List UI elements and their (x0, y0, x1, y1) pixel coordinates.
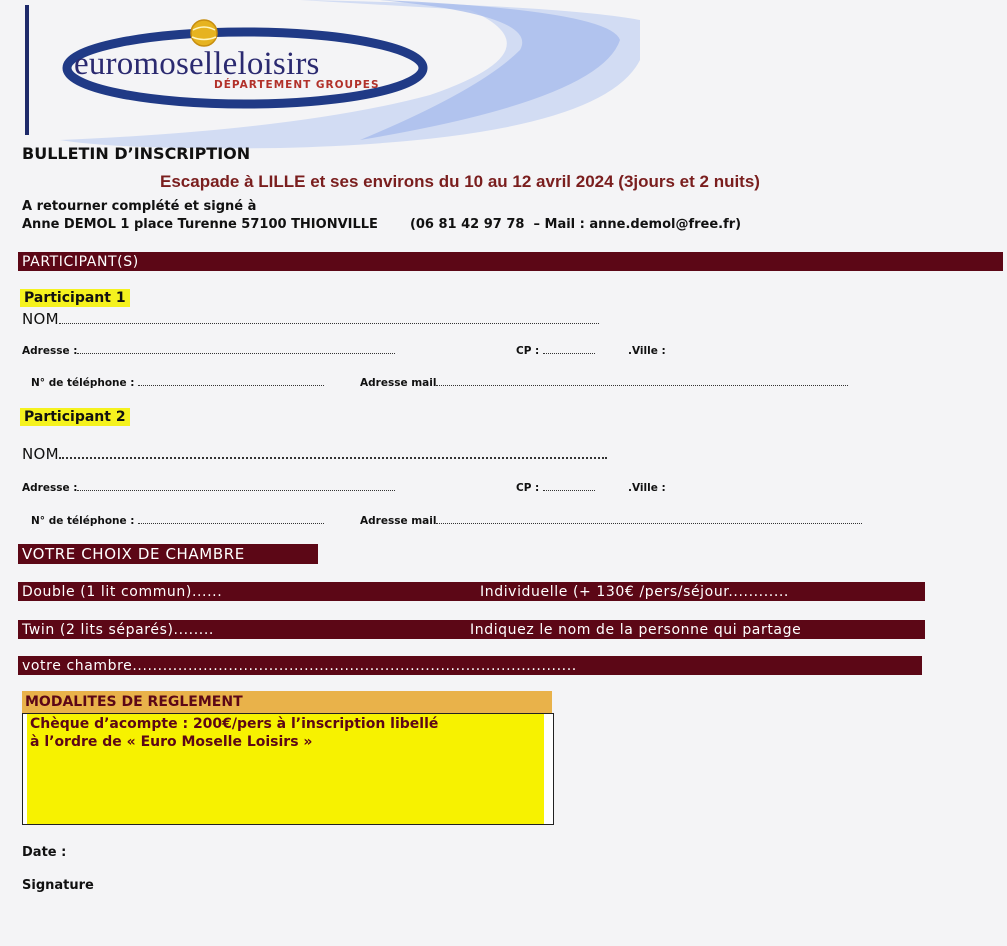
tel-label: N° de téléphone : (31, 515, 135, 527)
reglement-box (22, 713, 554, 825)
globe-icon (191, 20, 217, 46)
option-individuelle[interactable]: Individuelle (+ 130€ /pers/séjour............ (480, 584, 789, 600)
page-subtitle: Escapade à LILLE et ses environs du 10 au 12 avril 2024 (3jours et 2 nuits) (160, 172, 760, 191)
logo-department: DÉPARTEMENT GROUPES (214, 79, 380, 91)
address-text: Anne DEMOL 1 place Turenne 57100 THIONVILLE (22, 217, 378, 232)
cp-label: CP : (516, 345, 540, 357)
mail-label: Adresse mail (360, 515, 437, 527)
participant-1-ville: .Ville : (628, 345, 666, 357)
participant-2-adresse (22, 482, 395, 494)
contact-text: (06 81 42 97 78 – Mail : anne.demol@free.fr) (409, 217, 742, 232)
nom-label: NOM (22, 310, 59, 328)
participant-1-tel (31, 377, 324, 389)
reglement-line-1: Chèque d’acompte : 200€/pers à l’inscription libellé (30, 716, 439, 732)
mail-input-line[interactable] (436, 384, 848, 386)
participant-2-cp (516, 482, 595, 494)
participant-1-mail (360, 377, 848, 389)
return-line: A retourner complété et signé à (22, 199, 257, 214)
partage-input-line[interactable]: votre chambre........................................................................................ (22, 658, 577, 674)
return-address (22, 217, 741, 232)
reglement-line-2: à l’ordre de « Euro Moselle Loisirs » (30, 734, 313, 750)
nom-input-line[interactable] (59, 456, 607, 459)
partage-instruction: Indiquez le nom de la personne qui partage (470, 622, 802, 638)
participant-1-cp (516, 345, 595, 357)
participant-2-mail (360, 515, 862, 527)
adresse-input-line[interactable] (77, 489, 395, 491)
mail-label: Adresse mail (360, 377, 437, 389)
section-reglement-title: MODALITES DE REGLEMENT (22, 691, 552, 713)
nom-label: NOM (22, 445, 59, 463)
option-double[interactable]: Double (1 lit commun)...... (22, 584, 223, 600)
participant-1-label: Participant 1 (20, 289, 130, 307)
section-chambre-title: VOTRE CHOIX DE CHAMBRE (22, 545, 245, 563)
nom-input-line[interactable] (59, 322, 599, 324)
page-title: BULLETIN D’INSCRIPTION (22, 144, 251, 163)
adresse-label: Adresse : (22, 345, 78, 357)
participant-1-nom (22, 310, 599, 328)
adresse-label: Adresse : (22, 482, 78, 494)
signature-label: Signature (22, 878, 94, 893)
adresse-input-line[interactable] (77, 352, 395, 354)
tel-label: N° de téléphone : (31, 377, 135, 389)
participant-2-tel (31, 515, 324, 527)
mail-input-line[interactable] (436, 522, 862, 524)
section-chambre (18, 544, 318, 564)
chambre-row-1 (18, 582, 925, 601)
cp-input-line[interactable] (543, 352, 595, 354)
logo-brand: euromoselleloisirs (74, 46, 320, 82)
date-label: Date : (22, 845, 67, 860)
participant-2-nom (22, 445, 607, 463)
chambre-row-2 (18, 620, 925, 639)
participant-2-label: Participant 2 (20, 408, 130, 426)
participant-1-adresse (22, 345, 395, 357)
tel-input-line[interactable] (138, 384, 324, 386)
option-twin[interactable]: Twin (2 lits séparés)........ (22, 622, 214, 638)
reglement-content (27, 714, 544, 824)
chambre-row-3 (18, 656, 922, 675)
section-participants (18, 252, 1003, 271)
cp-label: CP : (516, 482, 540, 494)
participant-2-ville: .Ville : (628, 482, 666, 494)
cp-input-line[interactable] (543, 489, 595, 491)
tel-input-line[interactable] (138, 522, 324, 524)
section-participants-title: PARTICIPANT(S) (22, 254, 139, 270)
